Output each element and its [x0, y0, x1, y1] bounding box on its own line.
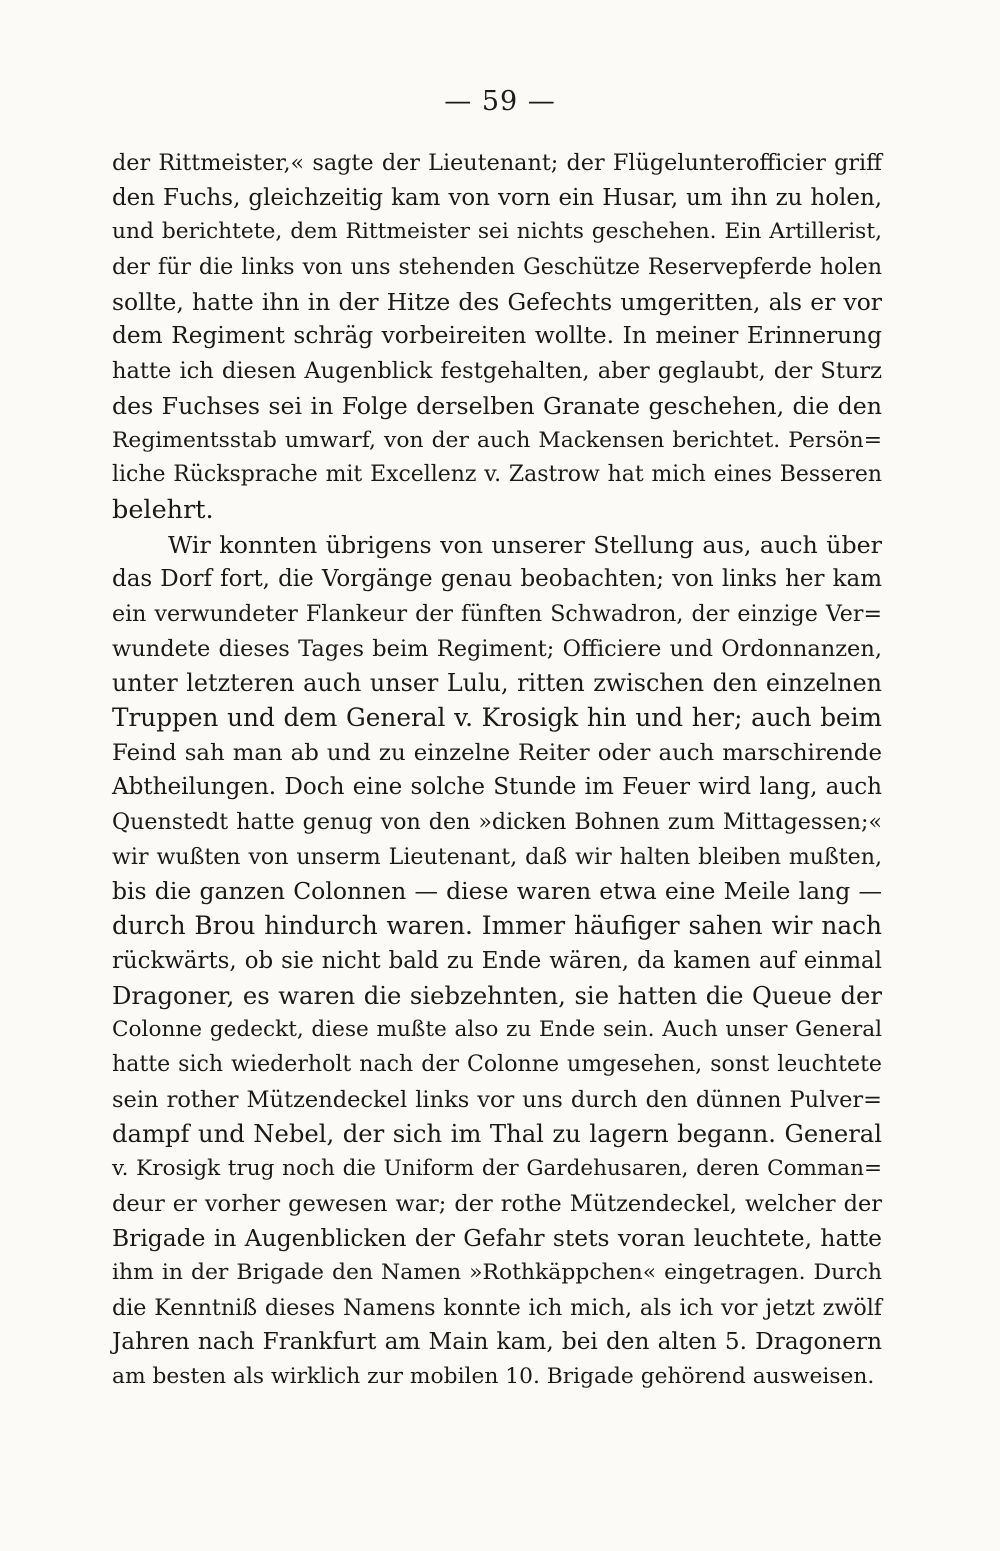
text-line: Dragoner, es waren die siebzehnten, sie hatten die Queue der	[112, 980, 882, 1010]
paragraph	[112, 528, 882, 1395]
text-line: Colonne gedeckt, diese mußte also zu Ende sein. Auch unser General	[112, 1017, 882, 1043]
text-line: hatte sich wiederholt nach der Colonne umgesehen, sonst leuchtete	[112, 1051, 882, 1077]
text-line: sein rother Mützendeckel links vor uns durch den dünnen Pulver=	[112, 1086, 882, 1113]
text-line: Jahren nach Frankfurt am Main kam, bei den alten 5. Dragonern	[112, 1328, 882, 1356]
text-line: Brigade in Augenblicken der Gefahr stets voran leuchtete, hatte	[112, 1224, 882, 1253]
text-line: rückwärts, ob sie nicht bald zu Ende wären, da kamen auf einmal	[112, 947, 882, 974]
text-line: der für die links von uns stehenden Geschütze Reservepferde holen	[112, 254, 882, 281]
text-line: hatte ich diesen Augenblick festgehalten, aber geglaubt, der Sturz	[112, 358, 882, 385]
text-line: der Rittmeister,« sagte der Lieutenant; der Flügelunterofficier griff	[112, 150, 882, 176]
text-line: Truppen und dem General v. Krosigk hin und her; auch beim	[112, 703, 882, 732]
text-line: Abtheilungen. Doch eine solche Stunde im Feuer wird lang, auch	[112, 774, 882, 801]
text-line: ihm in der Brigade den Namen »Rothkäppchen« eingetragen. Durch	[112, 1260, 882, 1285]
paragraph	[112, 146, 882, 528]
text-line: v. Krosigk trug noch die Uniform der Gardehusaren, deren Comman=	[112, 1155, 882, 1181]
text-line: Wir konnten übrigens von unserer Stellung aus, auch über	[168, 530, 882, 559]
text-line: bis die ganzen Colonnen — diese waren etwa eine Meile lang —	[112, 877, 882, 906]
text-line: wir wußten von unserm Lieutenant, daß wir halten bleiben mußten,	[112, 843, 882, 870]
text-line: den Fuchs, gleichzeitig kam von vorn ein Husar, um ihn zu holen,	[112, 184, 882, 211]
text-line: wundete dieses Tages beim Regiment; Officiere und Ordonnanzen,	[112, 635, 882, 662]
text-line: durch Brou hindurch waren. Immer häufiger sahen wir nach	[112, 911, 882, 941]
text-line: ein verwundeter Flankeur der fünften Schwadron, der einzige Ver=	[112, 600, 882, 627]
text-line: Feind sah man ab und zu einzelne Reiter oder auch marschirende	[112, 739, 882, 766]
text-line: sollte, hatte ihn in der Hitze des Gefechts umgeritten, als er vor	[112, 287, 882, 316]
page-number: — 59 —	[444, 86, 556, 117]
text-line: die Kenntniß dieses Namens konnte ich mich, als ich vor jetzt zwölf	[112, 1294, 882, 1321]
body-text	[112, 146, 882, 1395]
text-line: des Fuchses sei in Folge derselben Granate geschehen, die den	[112, 391, 882, 420]
text-line: am besten als wirklich zur mobilen 10. Brigade gehörend ausweisen.	[112, 1364, 875, 1390]
text-line: dampf und Nebel, der sich im Thal zu lagern begann. General	[112, 1119, 882, 1149]
text-line: und berichtete, dem Rittmeister sei nichts geschehen. Ein Artillerist,	[112, 219, 882, 245]
text-line: Quenstedt hatte genug von den »dicken Bohnen zum Mittagessen;«	[112, 809, 882, 836]
text-line: unter letzteren auch unser Lulu, ritten zwischen den einzelnen	[112, 669, 882, 698]
text-line: deur er vorher gewesen war; der rothe Mützendeckel, welcher der	[112, 1190, 882, 1217]
text-line: Regimentsstab umwarf, von der auch Mackensen berichtet. Persön=	[112, 427, 882, 453]
text-line: das Dorf fort, die Vorgänge genau beobachten; von links her kam	[112, 566, 882, 593]
text-line: dem Regiment schräg vorbeireiten wollte. In meiner Erinnerung	[112, 322, 882, 350]
text-line: belehrt.	[112, 494, 214, 525]
text-line: liche Rücksprache mit Excellenz v. Zastrow hat mich eines Besseren	[112, 462, 882, 488]
